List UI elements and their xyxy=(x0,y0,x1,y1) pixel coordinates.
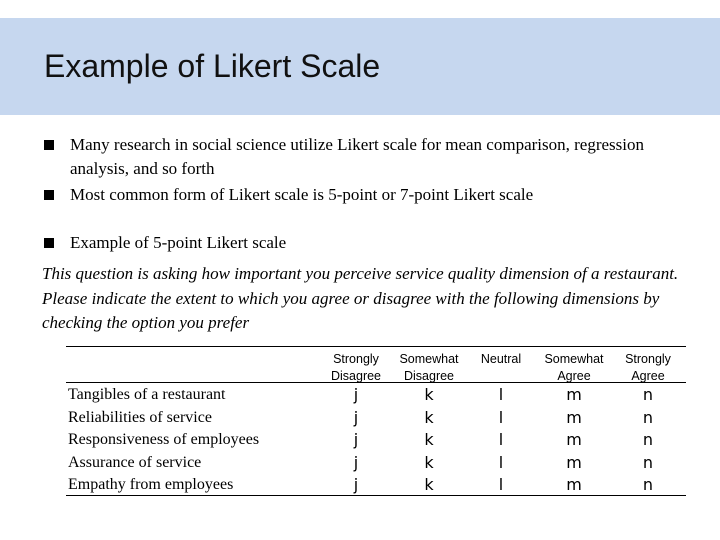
option-strongly-agree[interactable]: n xyxy=(642,385,654,404)
option-neutral[interactable]: l xyxy=(498,452,504,472)
option-strongly-disagree[interactable]: j xyxy=(353,407,359,427)
table-top-rule xyxy=(66,346,686,347)
table-row-label: Tangibles of a restaurant xyxy=(68,386,226,403)
option-neutral[interactable]: l xyxy=(498,475,504,494)
bullet-square-icon xyxy=(44,238,54,248)
option-somewhat-agree[interactable]: m xyxy=(566,407,582,427)
slide-title: Example of Likert Scale xyxy=(44,48,381,84)
option-somewhat-disagree[interactable]: k xyxy=(424,475,434,494)
bullet-text: Most common form of Likert scale is 5-point or 7-point Likert scale xyxy=(70,185,534,204)
bullet-square-icon xyxy=(44,140,54,150)
option-strongly-agree[interactable]: n xyxy=(642,475,654,494)
option-strongly-agree[interactable]: n xyxy=(642,407,654,427)
bullet-item xyxy=(44,183,684,207)
table-row-label: Assurance of service xyxy=(68,453,202,471)
option-neutral[interactable]: l xyxy=(498,430,504,449)
option-neutral[interactable]: l xyxy=(498,385,504,404)
option-strongly-disagree[interactable]: j xyxy=(353,430,359,449)
column-header: Strongly Agree xyxy=(625,352,671,383)
column-header: Strongly Disagree xyxy=(330,352,382,383)
option-strongly-disagree[interactable]: j xyxy=(353,475,359,494)
option-neutral[interactable]: l xyxy=(498,407,504,427)
option-somewhat-agree[interactable]: m xyxy=(566,452,582,472)
option-somewhat-disagree[interactable]: k xyxy=(424,430,434,449)
bullet-text: Example of 5-point Likert scale xyxy=(70,233,287,252)
likert-table xyxy=(66,346,686,496)
column-header: Somewhat Agree xyxy=(544,352,604,383)
option-strongly-disagree[interactable]: j xyxy=(353,452,359,472)
option-somewhat-disagree[interactable]: k xyxy=(424,407,434,427)
table-row-label: Reliabilities of service xyxy=(68,408,212,426)
bullet-square-icon xyxy=(44,190,54,200)
bullet-item xyxy=(44,133,684,181)
option-somewhat-disagree[interactable]: k xyxy=(424,385,434,404)
option-strongly-agree[interactable]: n xyxy=(642,430,654,449)
option-strongly-disagree[interactable]: j xyxy=(353,385,359,404)
table-row-label: Empathy from employees xyxy=(68,476,234,493)
bullet-item xyxy=(44,231,684,255)
option-somewhat-agree[interactable]: m xyxy=(566,430,582,449)
option-somewhat-agree[interactable]: m xyxy=(566,385,582,404)
option-strongly-agree[interactable]: n xyxy=(642,452,654,472)
option-somewhat-disagree[interactable]: k xyxy=(424,452,434,472)
question-text: This question is asking how important you perceive service quality dimension of a restaurant. Please indicate the extent to which you agree or disagree with the following dimensions by checking the option you prefer xyxy=(42,264,679,332)
bullet-text: Many research in social science utilize Likert scale for mean comparison, regression analysis, and so forth xyxy=(70,135,644,178)
column-header: Somewhat Disagree xyxy=(399,352,459,383)
option-somewhat-agree[interactable]: m xyxy=(566,475,582,494)
column-header: Neutral xyxy=(480,352,522,366)
table-row-label: Responsiveness of employees xyxy=(68,431,260,448)
